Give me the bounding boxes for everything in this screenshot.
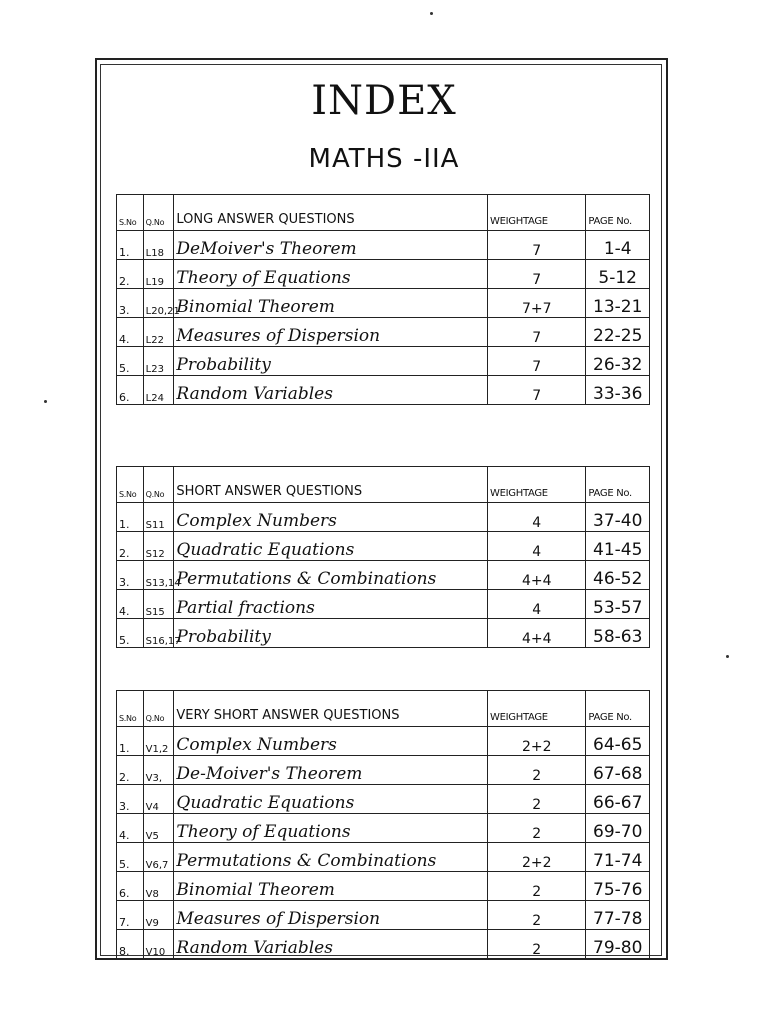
topic-cell: Permutations & Combinations [174,843,488,872]
sno-cell: 2. [117,260,144,289]
page-range-cell: 22-25 [586,318,650,347]
topic-cell: Partial fractions [174,590,488,619]
long-answer-table [116,194,650,405]
table-row [117,590,650,619]
topic-cell: Random Variables [174,376,488,405]
page-range-cell: 58-63 [586,619,650,648]
qno-cell: L24 [143,376,174,405]
weightage-header: WEIGHTAGE [488,195,586,231]
topic-cell: Probability [174,619,488,648]
sno-cell: 4. [117,318,144,347]
weightage-cell: 2+2 [488,727,586,756]
weightage-cell: 4 [488,503,586,532]
weightage-cell: 2 [488,814,586,843]
qno-cell: S13,14 [143,561,174,590]
page-range-cell: 77-78 [586,901,650,930]
weightage-cell: 4+4 [488,561,586,590]
sno-header: S.No [117,195,144,231]
page-range-cell: 75-76 [586,872,650,901]
qno-cell: V9 [143,901,174,930]
table-row [117,289,650,318]
sno-cell: 5. [117,843,144,872]
table-row [117,619,650,648]
topic-cell: Theory of Equations [174,814,488,843]
page-range-cell: 64-65 [586,727,650,756]
page-header: PAGE No. [586,467,650,503]
sno-cell: 6. [117,376,144,405]
qno-cell: L19 [143,260,174,289]
qno-cell: V5 [143,814,174,843]
page-range-cell: 53-57 [586,590,650,619]
sno-header: S.No [117,467,144,503]
qno-cell: V4 [143,785,174,814]
weightage-header: WEIGHTAGE [488,691,586,727]
table-row [117,872,650,901]
table-row [117,376,650,405]
topic-cell: Complex Numbers [174,727,488,756]
qno-cell: S12 [143,532,174,561]
table-header-row [117,467,650,503]
weightage-header: WEIGHTAGE [488,467,586,503]
topic-cell: Measures of Dispersion [174,901,488,930]
qno-cell: S11 [143,503,174,532]
table-row [117,930,650,959]
qno-cell: L22 [143,318,174,347]
table-row [117,231,650,260]
sno-cell: 6. [117,872,144,901]
weightage-cell: 7 [488,260,586,289]
scan-speck [44,400,47,403]
page-range-cell: 71-74 [586,843,650,872]
page-header: PAGE No. [586,691,650,727]
very-short-answer-table [116,690,650,959]
sno-cell: 3. [117,289,144,318]
table-row [117,814,650,843]
page-range-cell: 5-12 [586,260,650,289]
weightage-cell: 7 [488,318,586,347]
topic-cell: De-Moiver's Theorem [174,756,488,785]
weightage-cell: 4 [488,590,586,619]
scan-speck [726,655,729,658]
qno-cell: S15 [143,590,174,619]
section-header: LONG ANSWER QUESTIONS [174,195,488,231]
topic-cell: Probability [174,347,488,376]
table-row [117,843,650,872]
weightage-cell: 2+2 [488,843,586,872]
topic-cell: Quadratic Equations [174,532,488,561]
qno-cell: V10 [143,930,174,959]
qno-cell: L20,21 [143,289,174,318]
page-range-cell: 1-4 [586,231,650,260]
table-row [117,785,650,814]
weightage-cell: 7+7 [488,289,586,318]
sno-cell: 1. [117,727,144,756]
page-range-cell: 67-68 [586,756,650,785]
sno-cell: 1. [117,231,144,260]
sno-cell: 2. [117,532,144,561]
table-row [117,260,650,289]
sno-cell: 2. [117,756,144,785]
sno-header: S.No [117,691,144,727]
weightage-cell: 2 [488,901,586,930]
topic-cell: Complex Numbers [174,503,488,532]
table-row [117,727,650,756]
weightage-cell: 7 [488,347,586,376]
scan-speck [430,12,433,15]
qno-cell: L23 [143,347,174,376]
topic-cell: Random Variables [174,930,488,959]
page-range-cell: 46-52 [586,561,650,590]
sno-cell: 4. [117,590,144,619]
topic-cell: Binomial Theorem [174,872,488,901]
qno-cell: V8 [143,872,174,901]
sno-cell: 8. [117,930,144,959]
page-range-cell: 26-32 [586,347,650,376]
weightage-cell: 7 [488,376,586,405]
page-range-cell: 79-80 [586,930,650,959]
qno-cell: S16,17 [143,619,174,648]
topic-cell: Measures of Dispersion [174,318,488,347]
weightage-cell: 2 [488,785,586,814]
qno-cell: V1,2 [143,727,174,756]
table-row [117,347,650,376]
short-answer-table [116,466,650,648]
table-header-row [117,195,650,231]
qno-cell: V6,7 [143,843,174,872]
table-row [117,503,650,532]
sno-cell: 4. [117,814,144,843]
table-row [117,318,650,347]
table-row [117,756,650,785]
sno-cell: 3. [117,561,144,590]
sno-cell: 1. [117,503,144,532]
topic-cell: Theory of Equations [174,260,488,289]
page-range-cell: 69-70 [586,814,650,843]
page-range-cell: 13-21 [586,289,650,318]
qno-cell: L18 [143,231,174,260]
subject-title: MATHS -IIA [308,144,460,174]
table-row [117,561,650,590]
section-header: VERY SHORT ANSWER QUESTIONS [174,691,488,727]
index-title: INDEX [311,78,457,124]
sno-cell: 3. [117,785,144,814]
weightage-cell: 4+4 [488,619,586,648]
page-range-cell: 33-36 [586,376,650,405]
qno-cell: V3, [143,756,174,785]
topic-cell: Quadratic Equations [174,785,488,814]
table-header-row [117,691,650,727]
sno-cell: 7. [117,901,144,930]
weightage-cell: 2 [488,930,586,959]
qno-header: Q.No [143,691,174,727]
page-range-cell: 66-67 [586,785,650,814]
qno-header: Q.No [143,467,174,503]
sno-cell: 5. [117,619,144,648]
qno-header: Q.No [143,195,174,231]
weightage-cell: 4 [488,532,586,561]
table-row [117,532,650,561]
sno-cell: 5. [117,347,144,376]
weightage-cell: 2 [488,756,586,785]
table-row [117,901,650,930]
topic-cell: Permutations & Combinations [174,561,488,590]
page-range-cell: 41-45 [586,532,650,561]
topic-cell: Binomial Theorem [174,289,488,318]
page-header: PAGE No. [586,195,650,231]
section-header: SHORT ANSWER QUESTIONS [174,467,488,503]
weightage-cell: 7 [488,231,586,260]
page-range-cell: 37-40 [586,503,650,532]
weightage-cell: 2 [488,872,586,901]
topic-cell: DeMoiver's Theorem [174,231,488,260]
